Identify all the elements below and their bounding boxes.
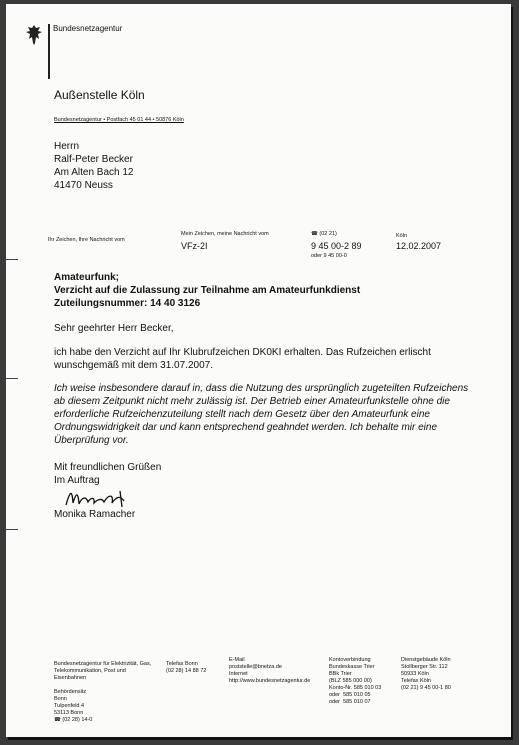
recipient-city: 41470 Neuss <box>54 180 113 191</box>
footer-contact: E-Mail poststelle@bnetza.de Internet http://www.bundesnetzagentur.de <box>229 657 311 684</box>
closing: Mit freundlichen Grüßen <box>54 462 162 473</box>
on-behalf: Im Auftrag <box>54 475 100 486</box>
return-address: Bundesnetzagentur • Postfach 45 01 44 • 50876 Köln <box>54 117 184 123</box>
punch-mark <box>6 378 18 379</box>
subject-line-1: Amateurfunk; <box>54 272 120 283</box>
header-divider <box>48 24 50 79</box>
recipient-salutation: Herrn <box>54 141 80 152</box>
footer-agency-info: Bundesnetzagentur für Elektrizität, Gas, Telekommunikation, Post und Eisenbahnen Behördensitz Bonn Tulpenfeld 4 53113 Bonn ☎ (02 28) 14-0 <box>54 661 152 723</box>
para2-line2: ab diesem Zeitpunkt nicht mehr zulässig ist. Der Betrieb einer Amateurfunkstelle ohne die <box>54 396 450 407</box>
subject-line-3: Zuteilungsnummer: 14 40 3126 <box>54 298 201 309</box>
footer-fax: Telefax Bonn (02 28) 14 88 72 <box>166 661 207 674</box>
agency-name: Bundesnetzagentur <box>53 24 123 33</box>
para2-line4: Ordnungswidrigkeit dar und kann entsprechend geahndet werden. Ich behalte mir eine <box>54 422 438 433</box>
para1-line1: ich habe den Verzicht auf Ihr Klubrufzeichen DK0KI erhalten. Das Rufzeichen erlischt <box>54 347 431 358</box>
fold-mark <box>6 529 18 530</box>
para2-line5: Überprüfung vor. <box>54 435 129 446</box>
para2-line3: erforderliche Rufzeichenzuteilung stellt nach dem Gesetz über den Amateurfunk eine <box>54 409 430 420</box>
office-title: Außenstelle Köln <box>54 88 145 102</box>
your-ref-label: Ihr Zeichen, Ihre Nachricht vom <box>48 237 125 243</box>
recipient-name: Ralf-Peter Becker <box>54 154 133 165</box>
footer-bank: Kontoverbindung Bundeskasse Trier BBk Trier (BLZ 585 000 00) Konto-Nr. 585 010 03 oder 585 010 05 oder 585 010 07 <box>329 657 382 705</box>
my-ref-value: VFz-2I <box>181 241 208 251</box>
phone-value: 9 45 00-2 89 <box>311 241 362 251</box>
footer-office: Dienstgebäude Köln Stollberger Str. 112 50933 Köln Telefax Köln (02 21) 9 45 00-1 80 <box>401 657 451 691</box>
phone-label: ☎ (02 21) <box>311 231 337 237</box>
subject-line-2: Verzicht auf die Zulassung zur Teilnahme am Amateurfunkdienst <box>54 285 361 296</box>
phone-area: (02 21) <box>319 231 337 237</box>
federal-eagle-icon <box>25 24 43 46</box>
letter-page <box>6 4 511 737</box>
handwritten-signature <box>64 487 134 509</box>
phone-alt: oder 9 45 00-0 <box>311 253 347 259</box>
my-ref-label: Mein Zeichen, meine Nachricht vom <box>181 231 269 237</box>
recipient-street: Am Alten Bach 12 <box>54 167 134 178</box>
signer-name: Monika Ramacher <box>54 509 136 520</box>
place-label: Köln <box>396 233 408 239</box>
para1-line2: wunschgemäß mit dem 31.07.2007. <box>54 360 213 371</box>
para2-line1: Ich weise insbesondere darauf in, dass die Nutzung des ursprünglich zugeteilten Rufzeichens <box>54 383 469 394</box>
fold-mark <box>6 259 18 260</box>
letter-date: 12.02.2007 <box>396 241 442 251</box>
greeting: Sehr geehrter Herr Becker, <box>54 323 174 334</box>
